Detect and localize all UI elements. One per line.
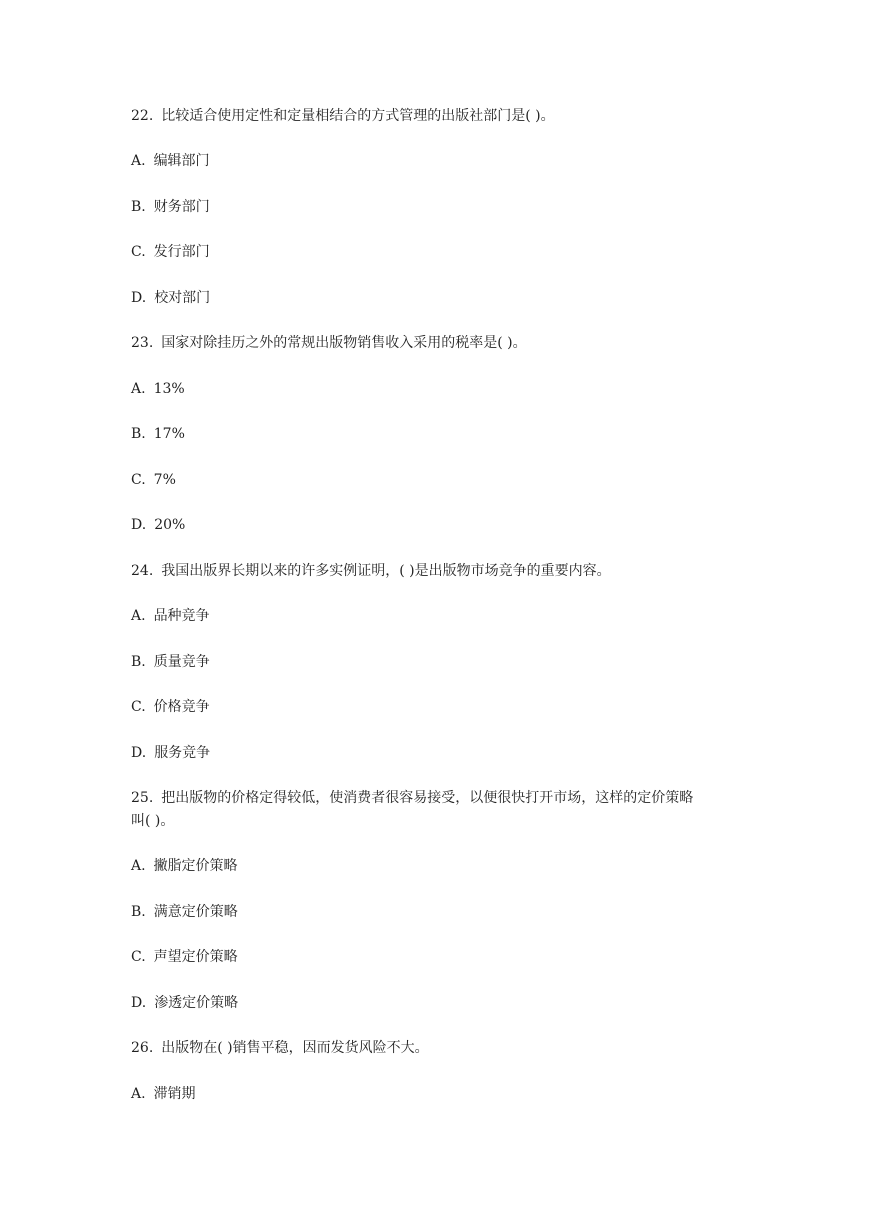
option-24-d (131, 743, 751, 763)
option-label: C. (131, 472, 146, 488)
question-26 (131, 1038, 751, 1058)
option-label: A. (131, 153, 146, 169)
option-label: D. (131, 995, 147, 1011)
question-22 (131, 106, 751, 126)
question-text: 国家对除挂历之外的常规出版物销售收入采用的税率是( )。 (161, 335, 527, 351)
option-label: B. (131, 426, 146, 442)
option-25-b (131, 902, 751, 922)
option-label: B. (131, 199, 146, 215)
option-22-b (131, 197, 751, 217)
option-text: 撇脂定价策略 (153, 858, 238, 874)
question-23 (131, 333, 751, 353)
question-25-continued (131, 811, 751, 831)
option-label: D. (131, 517, 147, 533)
option-text: 品种竞争 (153, 608, 210, 624)
question-text: 出版物在( )销售平稳，因而发货风险不大。 (161, 1040, 429, 1056)
question-text: 我国出版界长期以来的许多实例证明，( )是出版物市场竞争的重要内容。 (161, 563, 611, 579)
question-25 (131, 788, 751, 808)
question-number: 23. (131, 335, 154, 351)
option-text: 财务部门 (153, 199, 210, 215)
option-label: C. (131, 699, 146, 715)
option-23-b (131, 424, 751, 444)
option-24-c (131, 697, 751, 717)
option-label: A. (131, 1086, 146, 1102)
option-text: 服务竞争 (154, 745, 211, 761)
option-label: D. (131, 290, 147, 306)
option-text: 13% (153, 381, 185, 397)
option-text: 满意定价策略 (153, 904, 238, 920)
option-text: 质量竞争 (153, 654, 210, 670)
option-22-a (131, 151, 751, 171)
option-label: B. (131, 654, 146, 670)
option-label: C. (131, 244, 146, 260)
option-25-d (131, 993, 751, 1013)
question-number: 24. (131, 563, 154, 579)
option-22-c (131, 242, 751, 262)
question-number: 26. (131, 1040, 154, 1056)
option-25-c (131, 947, 751, 967)
option-text: 编辑部门 (153, 153, 210, 169)
option-text: 价格竞争 (153, 699, 210, 715)
option-23-a (131, 379, 751, 399)
option-label: D. (131, 745, 147, 761)
option-text: 20% (154, 517, 186, 533)
option-24-a (131, 606, 751, 626)
option-text: 渗透定价策略 (154, 995, 239, 1011)
option-text: 17% (153, 426, 185, 442)
option-text: 滞销期 (153, 1086, 196, 1102)
option-25-a (131, 856, 751, 876)
question-number: 22. (131, 108, 154, 124)
option-text: 声望定价策略 (153, 949, 238, 965)
option-label: A. (131, 858, 146, 874)
question-text-line2: 叫( )。 (131, 813, 175, 829)
question-text-line1: 把出版物的价格定得较低，使消费者很容易接受，以便很快打开市场，这样的定价策略 (161, 790, 694, 806)
option-text: 7% (153, 472, 176, 488)
option-22-d (131, 288, 751, 308)
question-text: 比较适合使用定性和定量相结合的方式管理的出版社部门是( )。 (161, 108, 555, 124)
option-26-a (131, 1084, 751, 1104)
option-text: 校对部门 (154, 290, 211, 306)
option-23-c (131, 470, 751, 490)
question-number: 25. (131, 790, 154, 806)
option-text: 发行部门 (153, 244, 210, 260)
option-24-b (131, 652, 751, 672)
option-label: A. (131, 381, 146, 397)
option-label: C. (131, 949, 146, 965)
option-23-d (131, 515, 751, 535)
option-label: A. (131, 608, 146, 624)
option-label: B. (131, 904, 146, 920)
question-24 (131, 561, 751, 581)
